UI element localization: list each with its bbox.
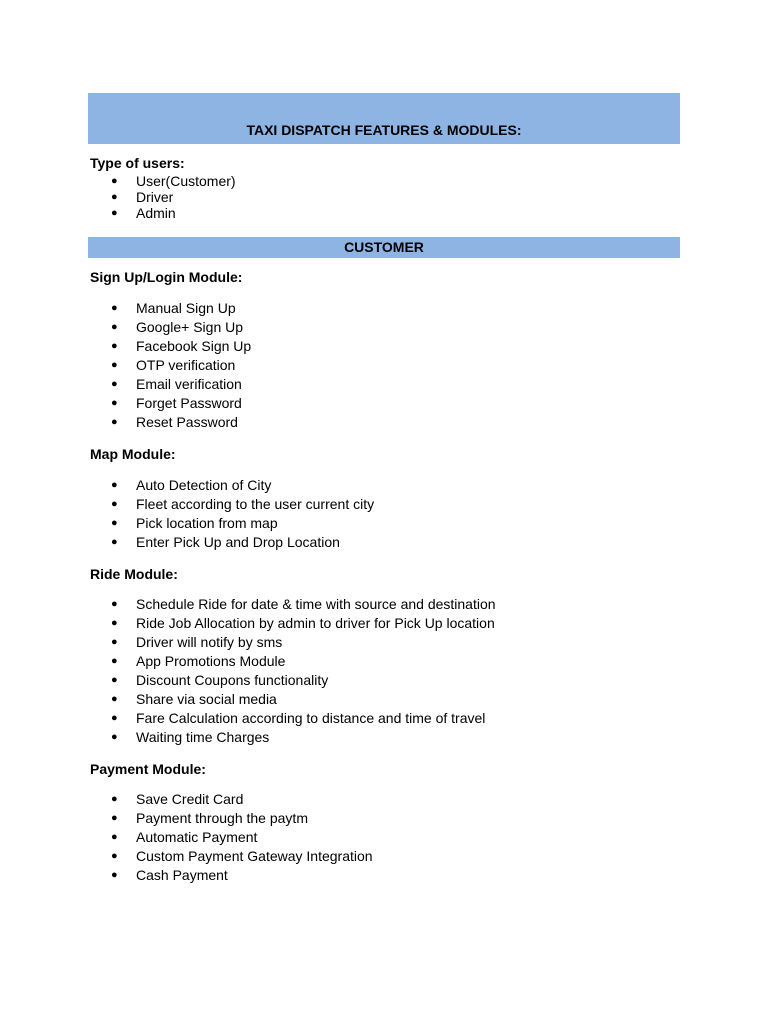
bullet-icon: ●	[111, 378, 118, 390]
bullet-icon: ●	[111, 636, 118, 648]
list-item	[0, 413, 251, 432]
ride-module-heading: Ride Module:	[90, 566, 178, 582]
bullet-icon: ●	[111, 812, 118, 824]
list-item-text: Fleet according to the user current city	[136, 496, 375, 512]
signup-module-list	[0, 299, 251, 432]
list-item-text: Payment through the paytm	[136, 810, 308, 826]
list-item	[0, 690, 496, 709]
list-item	[0, 866, 373, 885]
payment-module-list	[0, 790, 373, 885]
map-module-list	[0, 476, 374, 552]
list-item	[0, 533, 374, 552]
list-item	[0, 318, 251, 337]
list-item	[0, 173, 236, 189]
list-item-text: Email verification	[136, 376, 242, 392]
list-item-text: Waiting time Charges	[136, 729, 270, 745]
list-item	[0, 671, 496, 690]
bullet-icon: ●	[111, 359, 118, 371]
list-item	[0, 790, 373, 809]
list-item-text: Admin	[136, 205, 176, 221]
bullet-icon: ●	[111, 175, 118, 187]
list-item	[0, 356, 251, 375]
list-item-text: Facebook Sign Up	[136, 338, 252, 354]
list-item	[0, 394, 251, 413]
list-item-text: User(Customer)	[136, 173, 236, 189]
list-item-text: App Promotions Module	[136, 653, 286, 669]
title-banner	[88, 93, 680, 144]
list-item-text: Save Credit Card	[136, 791, 244, 807]
list-item-text: Automatic Payment	[136, 829, 258, 845]
bullet-icon: ●	[111, 340, 118, 352]
list-item-text: Custom Payment Gateway Integration	[136, 848, 373, 864]
bullet-icon: ●	[111, 831, 118, 843]
list-item-text: OTP verification	[136, 357, 236, 373]
bullet-icon: ●	[111, 598, 118, 610]
payment-module-heading: Payment Module:	[90, 761, 206, 777]
list-item	[0, 652, 496, 671]
list-item-text: Discount Coupons functionality	[136, 672, 329, 688]
list-item	[0, 514, 374, 533]
list-item-text: Auto Detection of City	[136, 477, 272, 493]
bullet-icon: ●	[111, 321, 118, 333]
bullet-icon: ●	[111, 479, 118, 491]
bullet-icon: ●	[111, 416, 118, 428]
bullet-icon: ●	[111, 191, 118, 203]
list-item	[0, 847, 373, 866]
bullet-icon: ●	[111, 693, 118, 705]
list-item	[0, 375, 251, 394]
bullet-icon: ●	[111, 793, 118, 805]
list-item-text: Reset Password	[136, 414, 238, 430]
list-item-text: Pick location from map	[136, 515, 278, 531]
bullet-icon: ●	[111, 712, 118, 724]
list-item-text: Driver will notify by sms	[136, 634, 283, 650]
list-item	[0, 828, 373, 847]
ride-module-list	[0, 595, 496, 747]
bullet-icon: ●	[111, 850, 118, 862]
list-item	[0, 495, 374, 514]
customer-section-banner	[88, 237, 680, 258]
list-item-text: Driver	[136, 189, 174, 205]
users-list	[0, 173, 236, 221]
list-item-text: Manual Sign Up	[136, 300, 236, 316]
bullet-icon: ●	[111, 655, 118, 667]
list-item	[0, 189, 236, 205]
list-item-text: Ride Job Allocation by admin to driver for Pick Up location	[136, 615, 495, 631]
bullet-icon: ●	[111, 536, 118, 548]
list-item-text: Fare Calculation according to distance and time of travel	[136, 710, 486, 726]
list-item	[0, 337, 251, 356]
bullet-icon: ●	[111, 731, 118, 743]
list-item	[0, 595, 496, 614]
list-item	[0, 476, 374, 495]
list-item	[0, 205, 236, 221]
section-title: CUSTOMER	[344, 239, 424, 255]
list-item-text: Forget Password	[136, 395, 242, 411]
list-item-text: Cash Payment	[136, 867, 228, 883]
list-item-text: Schedule Ride for date & time with source and destination	[136, 596, 496, 612]
list-item	[0, 633, 496, 652]
list-item-text: Share via social media	[136, 691, 277, 707]
bullet-icon: ●	[111, 617, 118, 629]
bullet-icon: ●	[111, 517, 118, 529]
users-heading: Type of users:	[90, 155, 185, 171]
bullet-icon: ●	[111, 498, 118, 510]
list-item	[0, 728, 496, 747]
list-item	[0, 809, 373, 828]
bullet-icon: ●	[111, 302, 118, 314]
bullet-icon: ●	[111, 397, 118, 409]
bullet-icon: ●	[111, 674, 118, 686]
list-item-text: Google+ Sign Up	[136, 319, 244, 335]
list-item	[0, 709, 496, 728]
bullet-icon: ●	[111, 207, 118, 219]
page-title: TAXI DISPATCH FEATURES & MODULES:	[246, 122, 522, 138]
list-item-text: Enter Pick Up and Drop Location	[136, 534, 340, 550]
map-module-heading: Map Module:	[90, 446, 176, 462]
list-item	[0, 614, 496, 633]
list-item	[0, 299, 251, 318]
bullet-icon: ●	[111, 869, 118, 881]
signup-module-heading: Sign Up/Login Module:	[90, 269, 243, 285]
